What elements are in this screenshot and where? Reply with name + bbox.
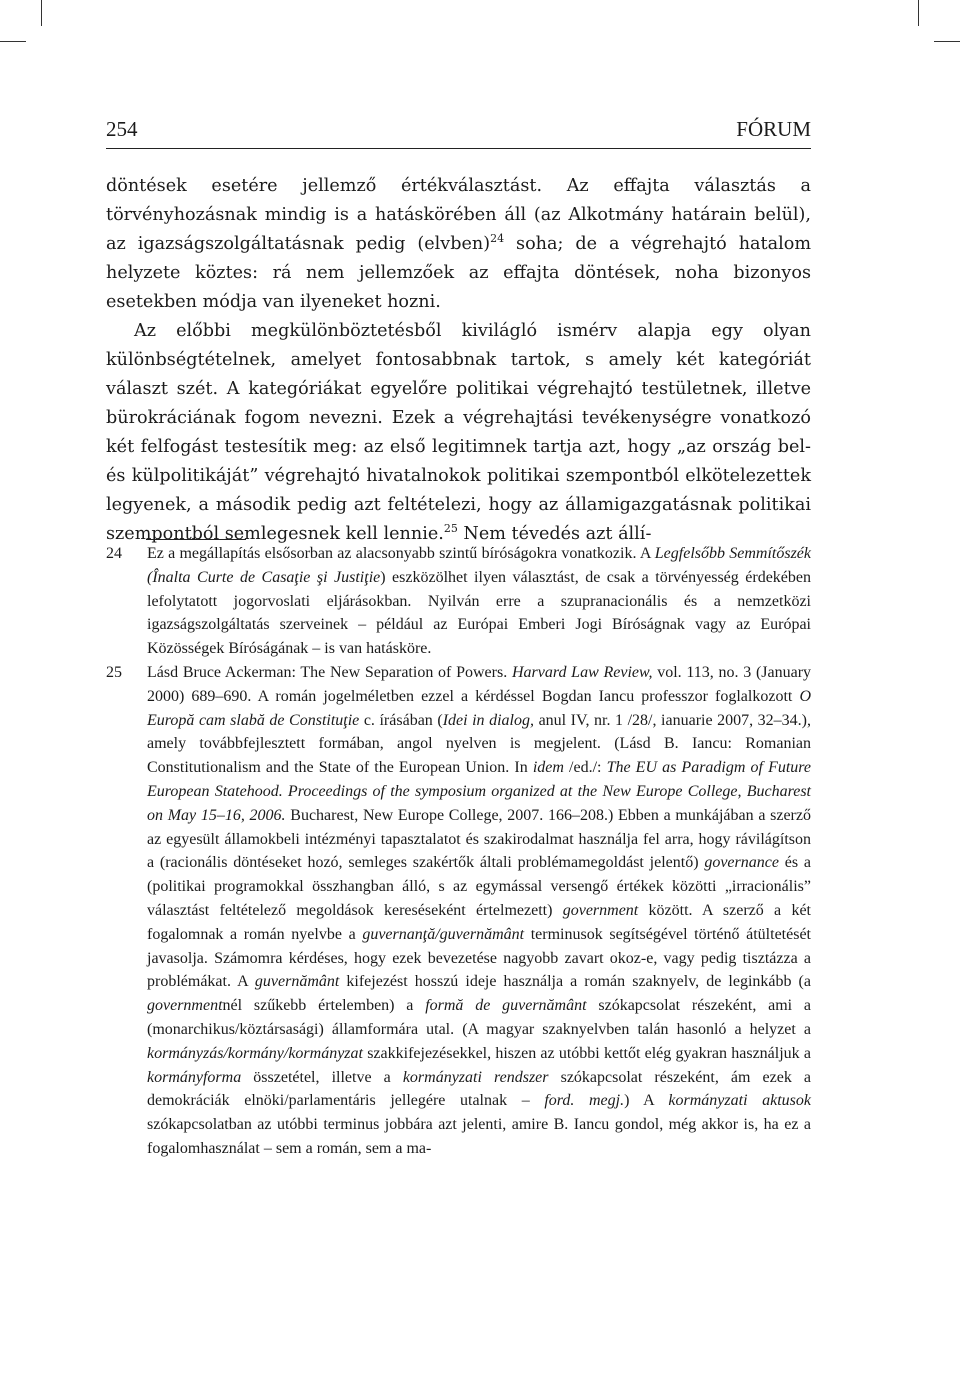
journal-title: FÓRUM: [736, 117, 811, 141]
page-number: 254: [106, 117, 138, 141]
footnotes: [106, 542, 811, 1161]
footnote-separator: [146, 539, 246, 540]
footnote-ref-24[interactable]: 24: [490, 232, 505, 245]
crop-mark-top-left: [41, 0, 42, 26]
footnote-text: Ez a megállapítás elsősorban az alacsonyabb szintű bíróságokra vonatkozik. A Legfelsőbb Semmítőszék (Înalta Curte de Casaţie şi Justiţie) eszközölhet ilyen választást, de csak a törvényesség érdekében lefolytatott jogorvoslati eljárásokban. Nyilván erre a szupranacionális és a nemzetközi igazságszolgáltatás szerveinek – például az Európai Emberi Jogi Bíróságnak vagy az Európai Közösségek Bíróságának – is van hatásköre.: [147, 545, 811, 658]
footnote-text: Lásd Bruce Ackerman: The New Separation of Powers. Harvard Law Review, vol. 113, no. 3 (January 2000) 689–690. A román jogelméletben ezzel a kérdéssel Bogdan Iancu professzor foglalkozott O Europă cam slabă de Constituţie c. írásában (Idei in dialog, anul IV, nr. 1 /28/, ianuarie 2007, 32–34.), amely továbbfejlesztett formában, angol nyelven is megjelent. (Lásd B. Iancu: Romanian Constitutionalism and the State of the European Union. In idem /ed./: The EU as Paradigm of Future European Statehood. Proceedings of the symposium organized at the New Europe College, Bucharest on May 15–16, 2006. Bucharest, New Europe College, 2007. 166–208.) Ebben a munkájában a szerző az egyesült államokbeli intézményi tapasztalatot és szakirodalmat használja fel arra, hogy rávilágítson a (racionális döntéseket hozó, semleges szakértők általi problémamegoldást jelentő) governance és a (politikai programokkal összhangban álló, s az egymással versengő értékek közötti „irracionális” választást feltételező megoldások kereséseként értelmezett) government között. A szerző a két fogalomnak a román nyelvbe a guvernanţă/guvernământ terminusok segítségével történő átültetését javasolja. Számomra kérdéses, hogy ezek bevezetése nagyobb zavart okoz-e, vagy pedig tisztázza a problémákat. A guvernământ kifejezést hosszú ideje használja a román szaknyelv, de leginkább (a governmentnél szűkebb értelemben) a formă de guvernământ szókapcsolat részeként, ami a (monarchikus/köztársasági) államformára utal. (A magyar szaknyelvben talán hasonló a helyzet a kormányzás/kormány/kormányzat szakkifejezésekkel, hiszen az utóbbi kettőt elég gyakran használjuk a kormányforma összetétel, illetve a kormányzati rendszer szókapcsolat részeként, ám ezek a demokráciák elnöki/parlamentáris jellegére utalnak – ford. megj.) A kormányzati aktusok szókapcsolatban az utóbbi terminus jobbára azt jelenti, amire B. Iancu gondol, még akkor is, ha ez a fogalomhasználat – sem a román, sem a ma-: [147, 663, 812, 1157]
page-header: [106, 117, 811, 149]
footnote-number: 25: [106, 663, 122, 681]
main-text: [106, 172, 811, 549]
paragraph-2: Az előbbi megkülönböztetésből kivilágló ismérv alapja egy olyan különbségtételnek, amelyet fontosabbnak tartok, s amely két kategóriát választ szét. A kategóriákat egyelőre politikai végrehajtó testületnek, illetve bürokráciának fogom nevezni. Ezek a végrehajtási tevékenységre vonatkozó két felfogást testesítik meg: az első legitimnek tartja azt, hogy „az ország bel- és külpolitikáját” végrehajtó hivatalnokok politikai szempontból elkötelezettek legyenek, a második pedig azt feltételezi, hogy az államigazgatásnak politikai szempontból semlegesnek kell lennie.$^{25}$ Nem tévedés azt állí-: [106, 321, 811, 544]
crop-mark-top-right: [918, 0, 919, 26]
footnote-25: [106, 661, 811, 1161]
footnote-24: [106, 542, 811, 661]
crop-mark-left-top: [0, 41, 26, 42]
paragraph-1: döntések esetére jellemző értékválasztást. Az effajta választás a törvényhozásnak mindig is a hatáskörében áll (az Alkotmány határain belül), az igazságszolgáltatásnak pedig (elvben)$^{24}$ soha; de a végrehajtó hatalom helyzete köztes: rá nem jellemzőek az effajta döntések, noha bizonyos esetekben módja van ilyeneket hozni.: [106, 176, 812, 312]
footnote-ref-25[interactable]: 25: [443, 522, 458, 535]
footnote-number: 24: [106, 545, 122, 562]
crop-mark-right-top: [934, 41, 960, 42]
